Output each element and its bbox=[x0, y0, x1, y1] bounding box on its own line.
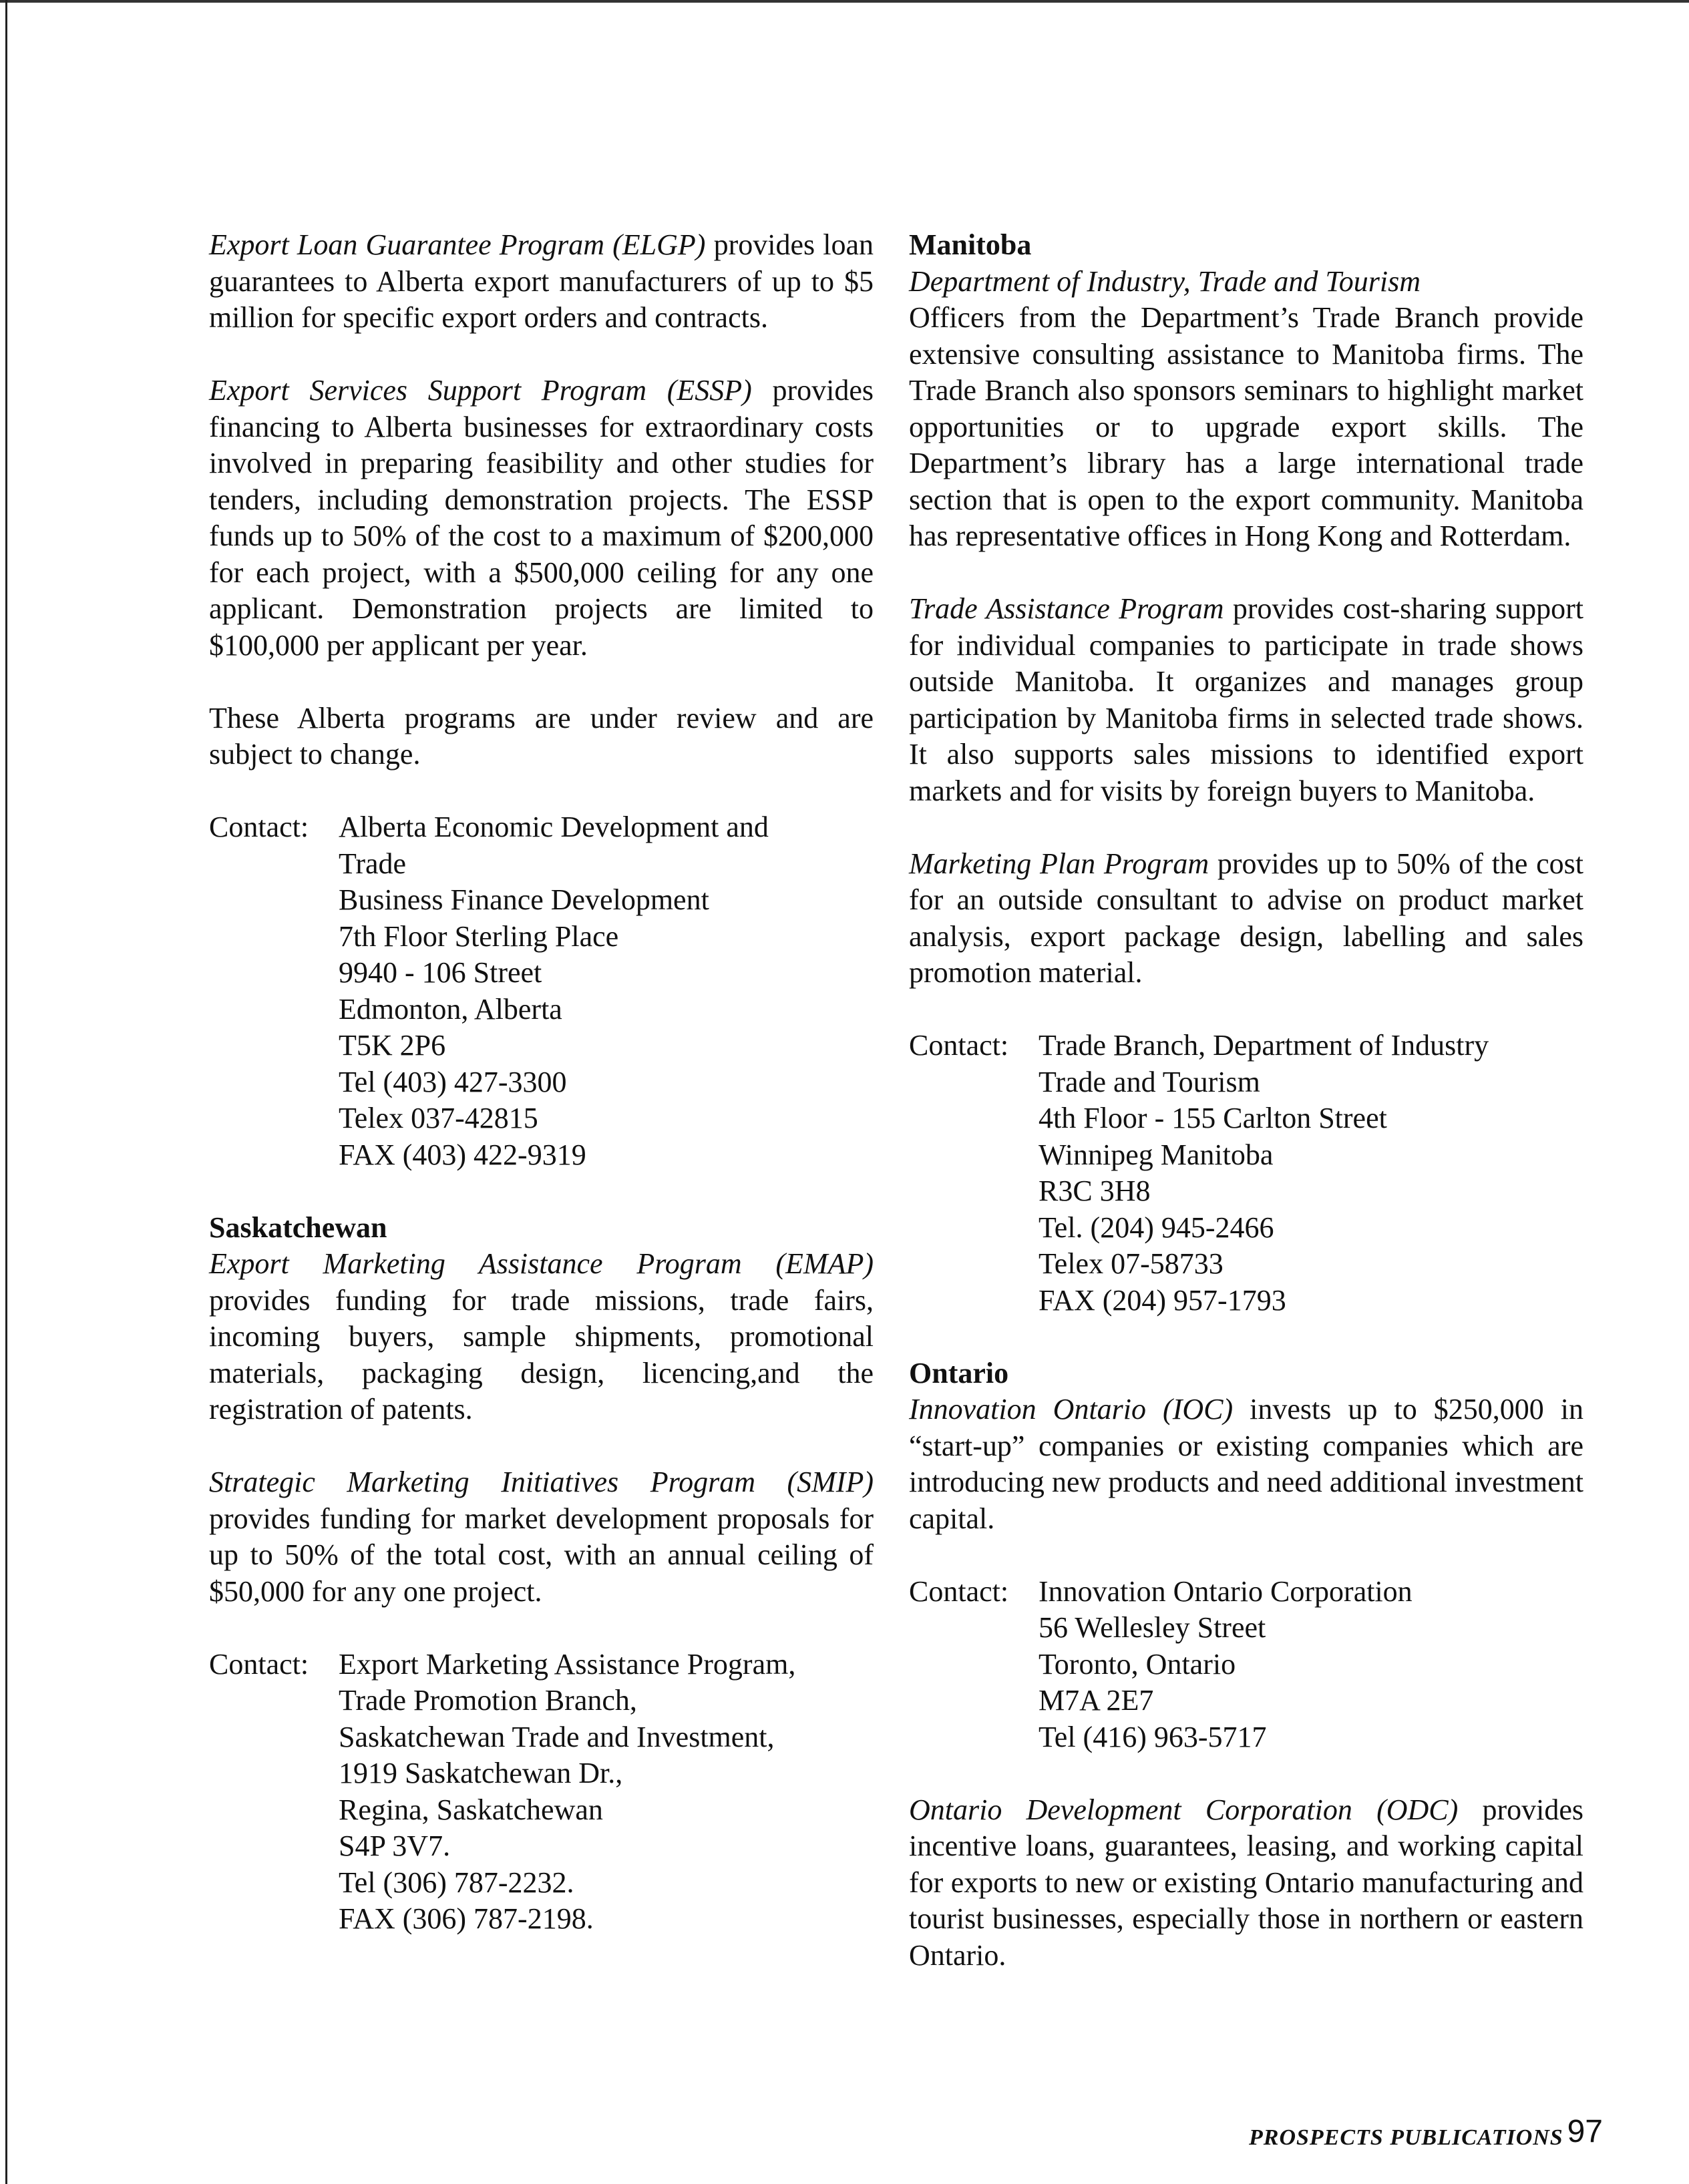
emap-paragraph bbox=[209, 1246, 874, 1428]
contact-line: FAX (403) 422-9319 bbox=[339, 1138, 586, 1171]
contact-label: Contact: bbox=[909, 1574, 1009, 1608]
contact-line: Saskatchewan Trade and Investment, bbox=[339, 1720, 775, 1753]
contact-line: Telex 037-42815 bbox=[339, 1102, 538, 1134]
manitoba-paragraph: Officers from the Department’s Trade Branch provide extensive consulting assistance to Manitoba firms. The Trade Branch also sponsors seminars to highlight market opportunities or to upgrade export skills. The Department’s library has a large international trade section that is open to the export community. Manitoba has representative offices in Hong Kong and Rotterdam. bbox=[909, 301, 1583, 552]
tap-name: Trade Assistance Program bbox=[909, 592, 1224, 625]
alberta-review-note: These Alberta programs are under review and are subject to change. bbox=[209, 701, 874, 771]
contact-line: FAX (306) 787-2198. bbox=[339, 1902, 594, 1935]
manitoba-heading: Manitoba bbox=[909, 228, 1032, 261]
contact-line: Edmonton, Alberta bbox=[339, 992, 562, 1026]
contact-line: Export Marketing Assistance Program, bbox=[339, 1647, 796, 1681]
elgp-text: provides loan guarantees to Alberta export manufacturers of up to $5 million for specific export orders and contracts. bbox=[209, 228, 874, 334]
tap-paragraph bbox=[909, 591, 1583, 809]
contact-line: Trade bbox=[339, 847, 407, 880]
contact-line: Alberta Economic Development and bbox=[339, 811, 769, 843]
elgp-name: Export Loan Guarantee Program (ELGP) bbox=[209, 228, 706, 261]
contact-label: Contact: bbox=[209, 811, 309, 843]
contact-line: T5K 2P6 bbox=[339, 1029, 446, 1062]
odc-name: Ontario Development Corporation (ODC) bbox=[909, 1793, 1459, 1826]
saskatchewan-contact-address bbox=[339, 1647, 795, 1938]
contact-line: Regina, Saskatchewan bbox=[339, 1793, 603, 1826]
contact-line: Tel (306) 787-2232. bbox=[339, 1866, 574, 1899]
contact-line: Tel. (204) 945-2466 bbox=[1039, 1211, 1274, 1244]
mpp-text: provides up to 50% of the cost for an outside consultant to advise on product market analysis, export package design, labelling and sales promotion material. bbox=[909, 847, 1583, 989]
ontario-contact-address bbox=[1039, 1574, 1413, 1756]
contact-line: Telex 07-58733 bbox=[1039, 1247, 1224, 1280]
contact-line: R3C 3H8 bbox=[1039, 1174, 1151, 1207]
contact-line: Trade and Tourism bbox=[1039, 1065, 1260, 1098]
manitoba-department bbox=[909, 264, 1583, 300]
contact-line: Trade Promotion Branch, bbox=[339, 1684, 637, 1717]
contact-line: 4th Floor - 155 Carlton Street bbox=[1039, 1102, 1387, 1134]
contact-line: Trade Branch, Department of Industry bbox=[1039, 1029, 1489, 1062]
contact-line: 9940 - 106 Street bbox=[339, 956, 542, 989]
contact-line: M7A 2E7 bbox=[1039, 1684, 1154, 1717]
contact-line: FAX (204) 957-1793 bbox=[1039, 1283, 1286, 1317]
alberta-contact-block bbox=[209, 809, 874, 1173]
odc-paragraph bbox=[909, 1792, 1583, 1974]
alberta-contact-address bbox=[339, 809, 769, 1173]
contact-label: Contact: bbox=[909, 1029, 1009, 1062]
smip-text: provides funding for market development proposals for up to 50% of the total cost, with an annual ceiling of $50,000 for any one project. bbox=[209, 1502, 874, 1608]
tap-text: provides cost-sharing support for individual companies to participate in trade shows outside Manitoba. It organizes and manages group participation by Manitoba firms in selected trade shows. It also supports sales missions to identified export markets and for visits by foreign buyers to Manitoba. bbox=[909, 592, 1583, 807]
publisher-logo: PROSPECTS PUBLICATIONS bbox=[1249, 2125, 1563, 2150]
contact-line: Business Finance Development bbox=[339, 883, 709, 916]
mpp-paragraph bbox=[909, 846, 1583, 992]
smip-paragraph bbox=[209, 1464, 874, 1610]
ontario-contact-block bbox=[909, 1574, 1583, 1756]
contact-line: S4P 3V7. bbox=[339, 1829, 451, 1862]
contact-label: Contact: bbox=[209, 1647, 309, 1681]
manitoba-contact-block bbox=[909, 1028, 1583, 1319]
ioc-name: Innovation Ontario (IOC) bbox=[909, 1393, 1234, 1426]
ioc-paragraph bbox=[909, 1391, 1583, 1537]
contact-line: 1919 Saskatchewan Dr., bbox=[339, 1757, 623, 1789]
contact-line: 56 Wellesley Street bbox=[1039, 1611, 1266, 1644]
essp-paragraph bbox=[209, 373, 874, 664]
ontario-heading: Ontario bbox=[909, 1356, 1009, 1389]
emap-text: provides funding for trade missions, trade fairs, incoming buyers, sample shipments, promotional materials, packaging design, licencing,and the registration of patents. bbox=[209, 1283, 874, 1426]
top-scan-rule bbox=[0, 0, 1689, 3]
odc-text: provides incentive loans, guarantees, leasing, and working capital for exports to new or existing Ontario manufacturing and tourist businesses, especially those in northern or eastern Ontario. bbox=[909, 1793, 1583, 1972]
contact-line: Innovation Ontario Corporation bbox=[1039, 1574, 1413, 1608]
left-scan-rule bbox=[5, 0, 7, 2184]
essp-name: Export Services Support Program (ESSP) bbox=[209, 374, 752, 407]
contact-line: Tel (416) 963-5717 bbox=[1039, 1720, 1267, 1753]
right-column bbox=[909, 227, 1583, 1974]
manitoba-department-name: Department of Industry, Trade and Tourism bbox=[909, 264, 1421, 298]
left-column bbox=[209, 227, 874, 1938]
essp-text: provides financing to Alberta businesses for extraordinary costs involved in preparing feasibility and other studies for tenders, including demonstration projects. The ESSP funds up to 50% of the cost to a maximum of $200,000 for each project, with a $500,000 ceiling for any one applicant. Demonstration projects are limited to $100,000 per applicant per year. bbox=[209, 374, 874, 662]
contact-line: Winnipeg Manitoba bbox=[1039, 1138, 1274, 1171]
ioc-text: invests up to $250,000 in “start-up” companies or existing companies which are introducing new products and need additional investment capital. bbox=[909, 1393, 1583, 1535]
page-number: 97 bbox=[1567, 2114, 1603, 2149]
contact-line: 7th Floor Sterling Place bbox=[339, 919, 619, 953]
emap-name: Export Marketing Assistance Program (EMAP) bbox=[209, 1247, 874, 1280]
elgp-paragraph bbox=[209, 227, 874, 337]
manitoba-contact-address bbox=[1039, 1028, 1489, 1319]
page-footer bbox=[1249, 2113, 1603, 2167]
saskatchewan-heading: Saskatchewan bbox=[209, 1211, 387, 1244]
contact-line: Toronto, Ontario bbox=[1039, 1647, 1236, 1681]
saskatchewan-contact-block bbox=[209, 1647, 874, 1938]
mpp-name: Marketing Plan Program bbox=[909, 847, 1209, 880]
smip-name: Strategic Marketing Initiatives Program (SMIP) bbox=[209, 1466, 874, 1498]
contact-line: Tel (403) 427-3300 bbox=[339, 1065, 567, 1098]
